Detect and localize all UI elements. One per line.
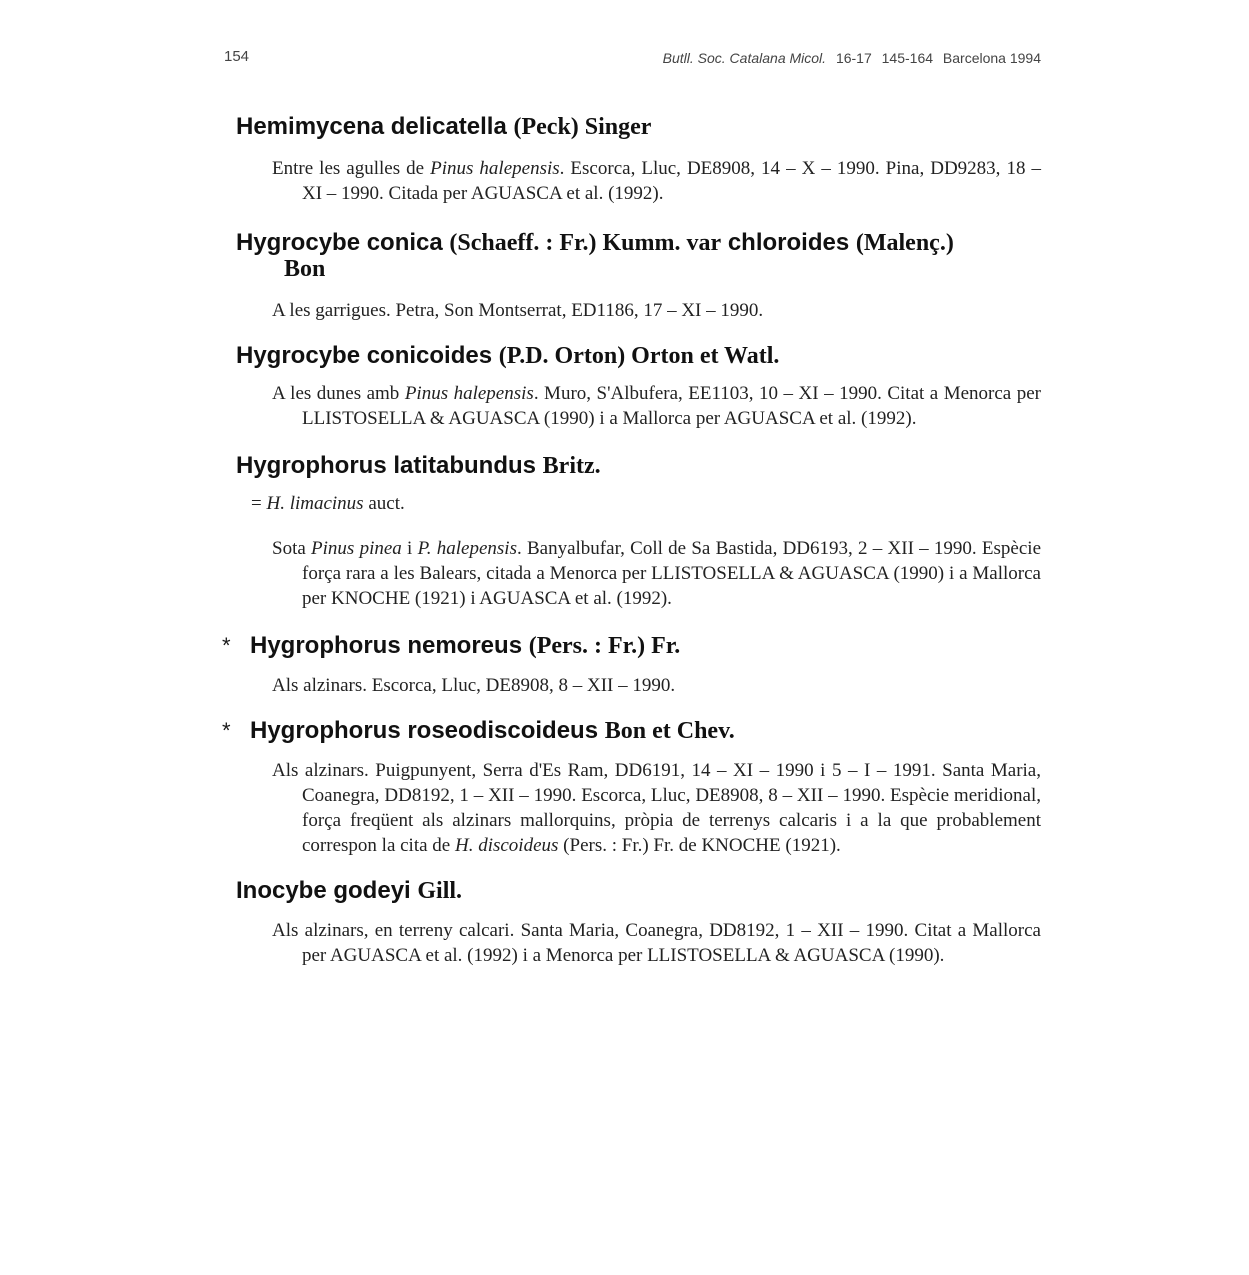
species-name: Hygrocybe conicoides [236, 342, 493, 369]
species-entry [222, 717, 1041, 858]
variety-name: chloroides [727, 229, 850, 256]
record-text: i [401, 538, 418, 559]
species-entry [236, 114, 1041, 206]
record-text: . Muro, S'Albufera, EE1103, 10 – XI – 1990. Citat a Menorca per LLISTOSELLA & AGUASCA (1990) i a Mallorca per AGUASCA et al. (1992). [302, 383, 1041, 429]
species-heading [236, 114, 1041, 140]
record-text: Als alzinars, en terreny calcari. Santa Maria, Coanegra, DD8192, 1 – XII – 1990. Citat a Mallorca per AGUASCA et al. (1992) i a Menorca per LLISTOSELLA & AGUASCA (1990). [272, 920, 1041, 966]
journal-pages: 145-164 [881, 50, 934, 66]
synonym-line [236, 491, 1041, 516]
record-text: Als alzinars. Puigpunyent, Serra d'Es Ram, DD6191, 14 – XI – 1990 i 5 – I – 1991. Santa Maria, Coanegra, DD8192, 1 – XII – 1990. Escorca, Lluc, DE8908, 8 – XII – 1990. Espècie meridional, força freqüent als alzinars mallorquins, pròpia de terrenys calcaris i a la que probablement correspon la cita de [272, 760, 1041, 856]
species-record [236, 381, 1041, 431]
record-text: A les garrigues. Petra, Son Montserrat, ED1186, 17 – XI – 1990. [272, 300, 764, 321]
species-entry [222, 632, 1041, 698]
species-name: Hygrophorus latitabundus [236, 452, 536, 479]
species-name: Hygrophorus nemoreus [250, 632, 523, 659]
running-head [657, 50, 1041, 66]
page-number: 154 [224, 48, 250, 65]
new-record-marker: * [222, 633, 231, 658]
species-name: Hygrocybe conica [236, 229, 443, 256]
species-authority: Bon et Chev. [604, 718, 735, 744]
species-list [222, 113, 1042, 968]
variety-authority: (Malenç.) [855, 230, 954, 256]
species-entry [236, 343, 1041, 431]
species-heading [236, 343, 1041, 369]
record-text: Entre les agulles de [272, 158, 431, 179]
species-entry [236, 878, 1041, 968]
species-heading [236, 453, 1041, 479]
species-name: Hemimycena delicatella [236, 113, 507, 140]
species-record [236, 156, 1041, 206]
record-taxon: P. halepensis [417, 538, 517, 559]
record-taxon: H. discoideus [454, 835, 559, 856]
journal-title: Butll. Soc. Catalana Micol. [662, 50, 827, 66]
species-heading [236, 633, 1041, 659]
record-text: Sota [272, 538, 312, 559]
species-entry [236, 230, 1041, 323]
record-text: . Escorca, Lluc, DE8908, 14 – X – 1990. Pina, DD9283, 18 – XI – 1990. Citada per AGUASCA et al. (1992). [302, 158, 1041, 204]
record-taxon: Pinus halepensis [404, 383, 534, 404]
species-authority: (Schaeff. : Fr.) Kumm. var [449, 230, 722, 256]
record-taxon: Pinus pinea [311, 538, 402, 559]
species-heading [236, 230, 1041, 282]
species-authority: (P.D. Orton) Orton et Watl. [498, 343, 780, 369]
species-record [236, 298, 1041, 323]
record-text: Als alzinars. Escorca, Lluc, DE8908, 8 – XII – 1990. [272, 675, 676, 696]
journal-place-year: Barcelona 1994 [942, 50, 1041, 66]
species-record [236, 918, 1041, 968]
species-record [236, 536, 1041, 611]
journal-volume: 16-17 [835, 50, 872, 66]
species-heading [236, 878, 1041, 904]
species-authority: Gill. [417, 878, 463, 904]
species-name: Hygrophorus roseodiscoideus [250, 717, 599, 744]
species-record [236, 758, 1041, 858]
record-text: (Pers. : Fr.) Fr. de KNOCHE (1921). [558, 835, 841, 856]
species-name: Inocybe godeyi [236, 877, 411, 904]
synonym-text: auct. [363, 493, 405, 514]
synonym-taxon: H. limacinus [266, 493, 364, 514]
record-taxon: Pinus halepensis [430, 158, 560, 179]
species-authority: Britz. [542, 453, 601, 479]
variety-authority-continued: Bon [284, 256, 326, 282]
species-record [236, 673, 1041, 698]
record-text: . Banyalbufar, Coll de Sa Bastida, DD6193, 2 – XII – 1990. Espècie força rara a les Balears, citada a Menorca per LLISTOSELLA & AGUASCA (1990) i a Mallorca per KNOCHE (1921) i AGUASCA et al. (1992). [302, 538, 1042, 609]
species-entry [236, 453, 1041, 611]
species-authority: (Pers. : Fr.) Fr. [528, 633, 681, 659]
record-text: A les dunes amb [272, 383, 405, 404]
species-authority: (Peck) Singer [513, 114, 652, 140]
species-heading [236, 718, 1041, 744]
new-record-marker: * [222, 718, 231, 743]
synonym-prefix: = [251, 493, 267, 514]
